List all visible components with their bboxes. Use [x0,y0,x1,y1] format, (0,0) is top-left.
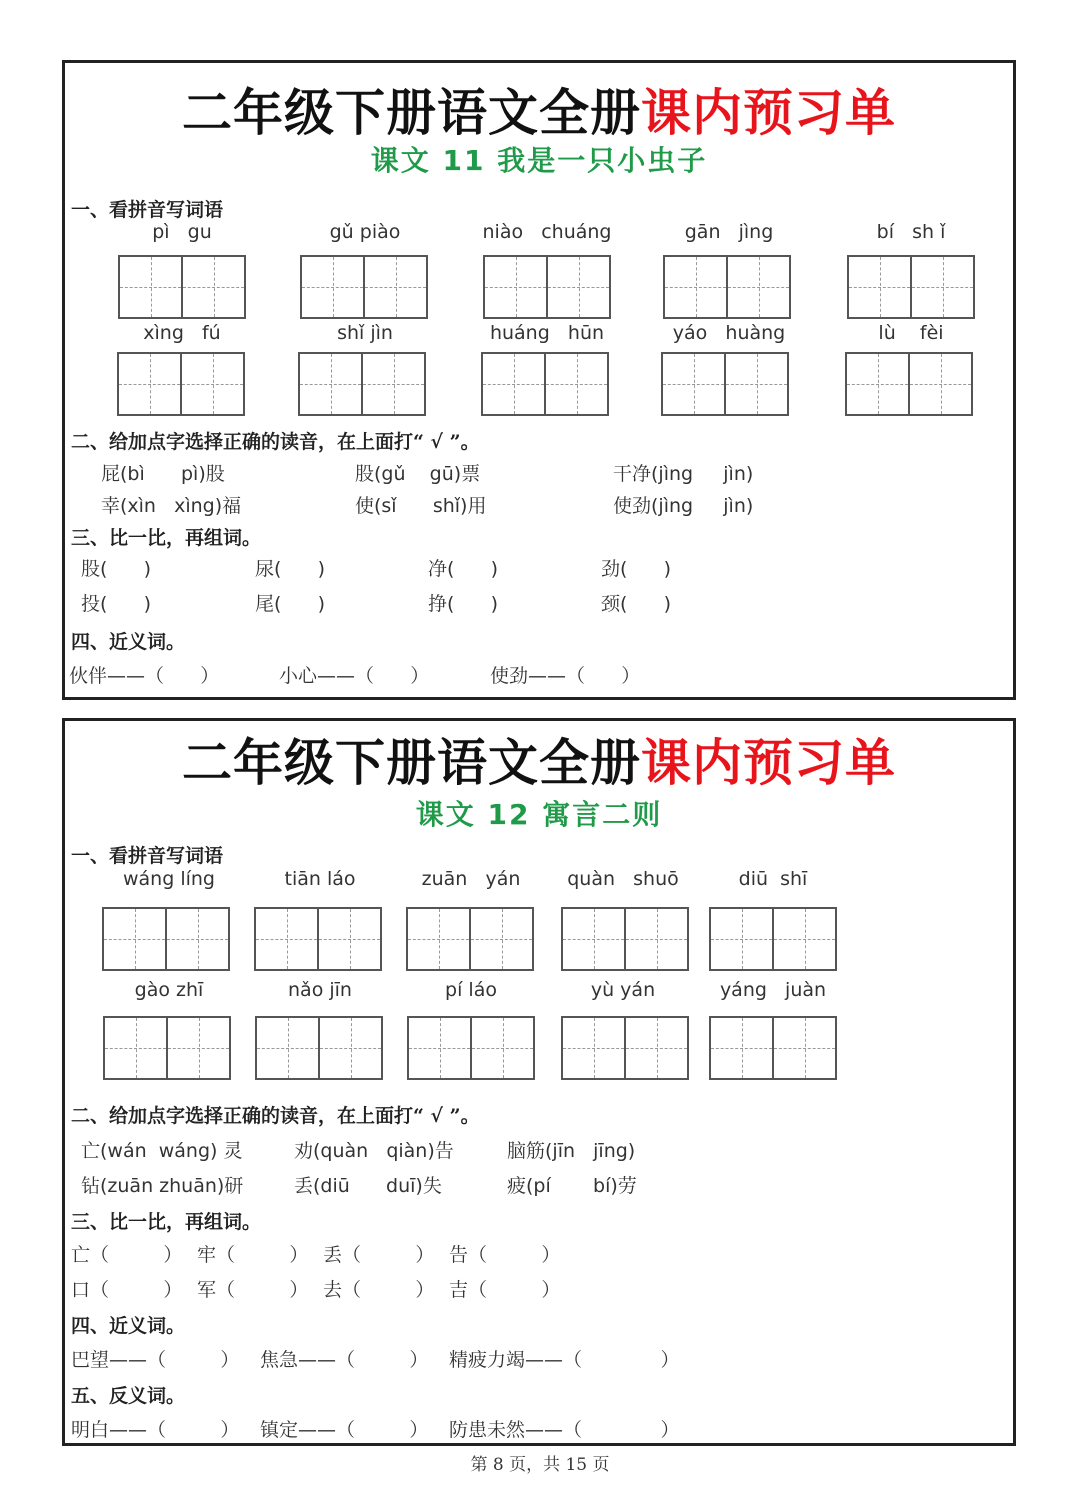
pinyin-label: yáng juàn [719,979,827,1001]
section-heading-antonyms: 五、反义词。 [71,1385,186,1407]
reading-choice[interactable]: 屁(bì pì)股 [101,463,225,485]
reading-choice[interactable]: 丢(diū duī)失 [294,1175,442,1197]
compare-item[interactable]: 颈( ) [601,593,672,615]
lesson-title: 课文 12 寓言二则 [415,798,663,831]
pinyin-label: niào chuáng [482,221,612,243]
compare-item[interactable]: 牢（ ） [197,1244,309,1266]
pinyin-label: pí láo [445,979,497,1001]
worksheet-lesson-11 [62,60,1016,700]
pinyin-label: nǎo jīn [288,979,352,1001]
reading-choice[interactable]: 股(gǔ gū)票 [355,463,481,485]
synonym-item[interactable]: 巴望——（ ） [71,1349,240,1371]
writing-grid[interactable] [709,1016,837,1080]
section-heading-pinyin: 一、看拼音写词语 [71,845,224,867]
compare-item[interactable]: 亡（ ） [71,1244,183,1266]
pinyin-label: yù yán [590,979,656,1001]
writing-grid[interactable] [561,1016,689,1080]
writing-grid[interactable] [254,907,382,971]
reading-choice[interactable]: 劝(quàn qiàn)告 [294,1140,454,1162]
writing-grid[interactable] [103,1016,231,1080]
writing-grid[interactable] [481,352,609,416]
pinyin-label: diū shī [738,868,808,890]
section-heading-synonyms: 四、近义词。 [71,1315,186,1337]
compare-item[interactable]: 股( ) [81,558,152,580]
section-heading-reading: 二、给加点字选择正确的读音，在上面打“ √ ”。 [71,431,480,453]
writing-grid[interactable] [118,255,246,319]
reading-choice[interactable]: 亡(wán wáng) 灵 [81,1140,243,1162]
writing-grid[interactable] [117,352,245,416]
compare-item[interactable]: 尿( ) [255,558,326,580]
writing-grid[interactable] [483,255,611,319]
synonym-item[interactable]: 伙伴——（ ） [69,665,220,687]
writing-grid[interactable] [407,1016,535,1080]
section-heading-compare: 三、比一比，再组词。 [71,527,262,549]
pinyin-label: tiān láo [284,868,356,890]
compare-item[interactable]: 口（ ） [71,1279,183,1301]
reading-choice[interactable]: 干净(jìng jìn) [613,463,754,485]
compare-item[interactable]: 告（ ） [449,1244,561,1266]
writing-grid[interactable] [661,352,789,416]
compare-item[interactable]: 尾( ) [255,593,326,615]
reading-choice[interactable]: 幸(xìn xìng)福 [101,495,242,517]
pinyin-label: yáo huàng [672,322,786,344]
pinyin-label: zuān yán [421,868,521,890]
writing-grid[interactable] [406,907,534,971]
pinyin-label: quàn shuō [567,868,679,890]
pinyin-label: wáng líng [123,868,215,890]
compare-item[interactable]: 挣( ) [428,593,499,615]
reading-choice[interactable]: 疲(pí bí)劳 [507,1175,637,1197]
synonym-item[interactable]: 焦急——（ ） [260,1349,429,1371]
pinyin-label: huáng hūn [489,322,605,344]
section-heading-pinyin: 一、看拼音写词语 [71,199,224,221]
reading-choice[interactable]: 使(sǐ shǐ)用 [355,495,487,517]
section-heading-reading: 二、给加点字选择正确的读音，在上面打“ √ ”。 [71,1105,480,1127]
reading-choice[interactable]: 脑筋(jīn jīng) [507,1140,636,1162]
antonym-item[interactable]: 镇定——（ ） [260,1419,429,1441]
synonym-item[interactable]: 小心——（ ） [279,665,430,687]
antonym-item[interactable]: 防患未然——（ ） [449,1419,680,1441]
reading-choice[interactable]: 钻(zuān zhuān)研 [81,1175,244,1197]
section-heading-compare: 三、比一比，再组词。 [71,1211,262,1233]
page-title: 二年级下册语文全册课内预习单 [182,84,896,142]
compare-item[interactable]: 军（ ） [197,1279,309,1301]
worksheet-lesson-12 [62,718,1016,1446]
writing-grid[interactable] [300,255,428,319]
lesson-title: 课文 11 我是一只小虫子 [370,144,708,177]
writing-grid[interactable] [709,907,837,971]
synonym-item[interactable]: 使劲——（ ） [490,665,641,687]
pinyin-label: bí sh ǐ [876,221,946,243]
writing-grid[interactable] [845,352,973,416]
compare-item[interactable]: 吉（ ） [449,1279,561,1301]
writing-grid[interactable] [561,907,689,971]
compare-item[interactable]: 投( ) [81,593,152,615]
pinyin-label: pì gu [152,221,212,243]
reading-choice[interactable]: 使劲(jìng jìn) [613,495,754,517]
page-title: 二年级下册语文全册课内预习单 [182,734,896,792]
compare-item[interactable]: 丢（ ） [323,1244,435,1266]
antonym-item[interactable]: 明白——（ ） [71,1419,240,1441]
pinyin-label: gào zhī [134,979,204,1001]
pinyin-label: gān jìng [684,221,774,243]
compare-item[interactable]: 劲( ) [601,558,672,580]
writing-grid[interactable] [663,255,791,319]
compare-item[interactable]: 净( ) [428,558,499,580]
section-heading-synonyms: 四、近义词。 [71,631,186,653]
pinyin-label: gǔ piào [329,221,401,243]
synonym-item[interactable]: 精疲力竭——（ ） [449,1349,680,1371]
writing-grid[interactable] [847,255,975,319]
compare-item[interactable]: 去（ ） [323,1279,435,1301]
writing-grid[interactable] [298,352,426,416]
pinyin-label: xìng fú [143,322,221,344]
writing-grid[interactable] [255,1016,383,1080]
pinyin-label: lù fèi [878,322,944,344]
writing-grid[interactable] [102,907,230,971]
page-number: 第 8 页，共 15 页 [470,1455,610,1475]
pinyin-label: shǐ jìn [337,322,393,344]
